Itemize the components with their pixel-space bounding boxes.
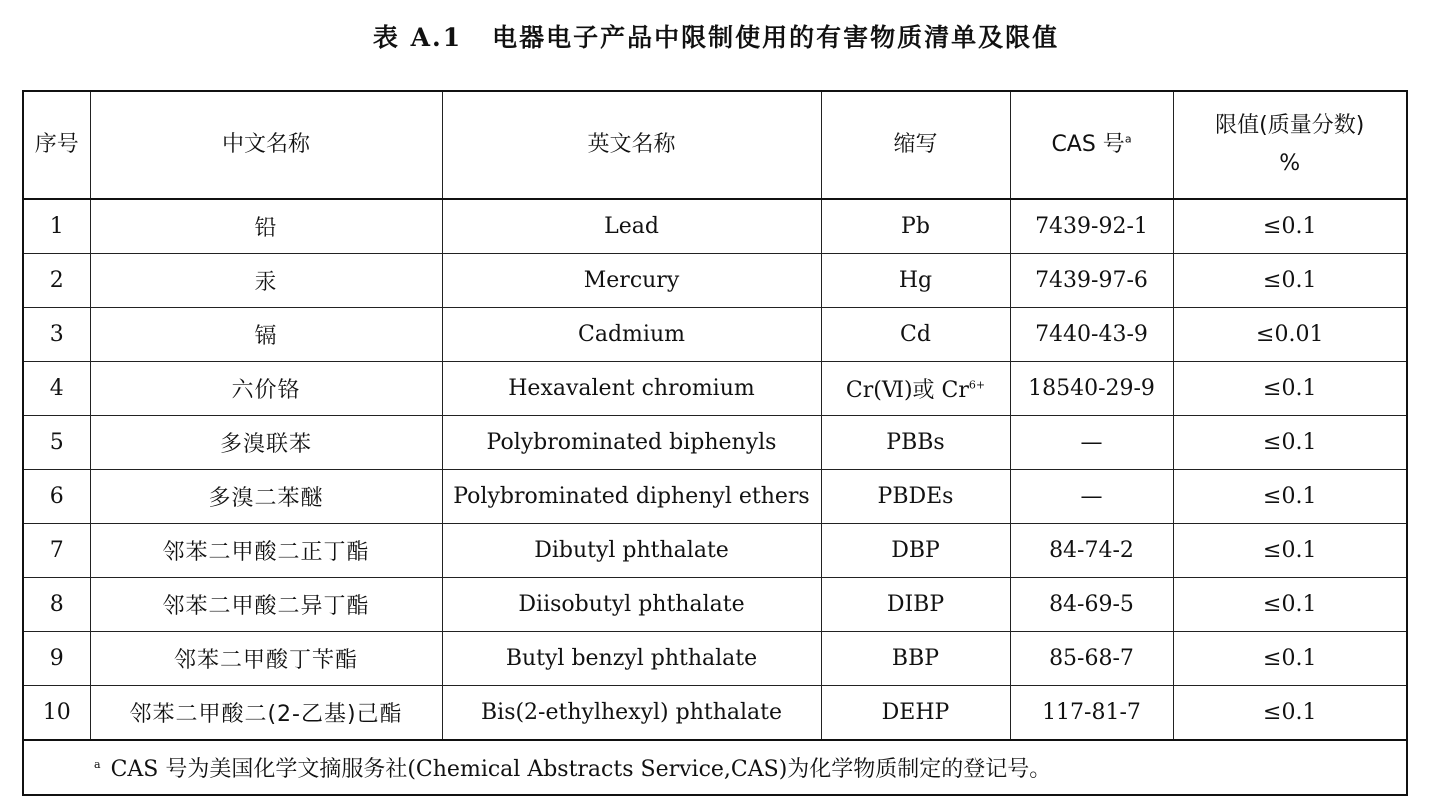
cell-cn-name: 铅 (90, 199, 442, 254)
cell-cas: 85-68-7 (1010, 632, 1173, 686)
substance-limits-table (22, 90, 1408, 796)
cell-seq: 5 (23, 416, 90, 470)
header-cas (1010, 91, 1173, 199)
header-en-name: 英文名称 (442, 91, 821, 199)
cell-abbr: DIBP (821, 578, 1010, 632)
cell-cas: 84-74-2 (1010, 524, 1173, 578)
table-number: 表 A.1 (372, 23, 463, 52)
cell-abbr-superscript: 6+ (968, 378, 986, 392)
table-caption: 电器电子产品中限制使用的有害物质清单及限值 (492, 23, 1060, 52)
table-row (23, 578, 1407, 632)
cell-limit: ≤0.1 (1173, 632, 1407, 686)
cell-seq: 7 (23, 524, 90, 578)
cell-cas: 117-81-7 (1010, 686, 1173, 741)
cell-en-name: Polybrominated biphenyls (442, 416, 821, 470)
cell-seq: 8 (23, 578, 90, 632)
cell-cn-name: 多溴联苯 (90, 416, 442, 470)
cell-cas: 84-69-5 (1010, 578, 1173, 632)
cell-abbr: DBP (821, 524, 1010, 578)
table-row (23, 524, 1407, 578)
cell-en-name: Lead (442, 199, 821, 254)
cell-cn-name: 邻苯二甲酸二(2-乙基)己酯 (90, 686, 442, 741)
table-row (23, 416, 1407, 470)
cell-limit: ≤0.1 (1173, 686, 1407, 741)
cell-cn-name: 多溴二苯醚 (90, 470, 442, 524)
cell-limit: ≤0.01 (1173, 308, 1407, 362)
table-header-row (23, 91, 1407, 199)
cell-abbr: Hg (821, 254, 1010, 308)
table-row (23, 632, 1407, 686)
header-cn-name: 中文名称 (90, 91, 442, 199)
cell-cas: 7439-97-6 (1010, 254, 1173, 308)
cell-en-name: Butyl benzyl phthalate (442, 632, 821, 686)
header-limit-line1: 限值(质量分数) (1215, 113, 1365, 138)
cell-cn-name: 六价铬 (90, 362, 442, 416)
cell-cas: — (1010, 416, 1173, 470)
cell-en-name: Cadmium (442, 308, 821, 362)
cell-abbr: PBDEs (821, 470, 1010, 524)
cell-abbr-text: Cr(Ⅵ)或 Cr (845, 378, 969, 403)
cell-en-name: Hexavalent chromium (442, 362, 821, 416)
cell-en-name: Mercury (442, 254, 821, 308)
cell-cas: 18540-29-9 (1010, 362, 1173, 416)
cell-abbr: Pb (821, 199, 1010, 254)
cell-limit: ≤0.1 (1173, 578, 1407, 632)
cell-cas: 7440-43-9 (1010, 308, 1173, 362)
cell-limit: ≤0.1 (1173, 416, 1407, 470)
header-cas-label: CAS 号 (1051, 132, 1125, 157)
cell-limit: ≤0.1 (1173, 470, 1407, 524)
cell-seq: 1 (23, 199, 90, 254)
cell-seq: 3 (23, 308, 90, 362)
cell-limit: ≤0.1 (1173, 362, 1407, 416)
cell-en-name: Polybrominated diphenyl ethers (442, 470, 821, 524)
cell-abbr: PBBs (821, 416, 1010, 470)
cell-en-name: Diisobutyl phthalate (442, 578, 821, 632)
cell-cn-name: 汞 (90, 254, 442, 308)
table-row (23, 254, 1407, 308)
cell-seq: 6 (23, 470, 90, 524)
header-limit-unit: % (1279, 151, 1301, 176)
header-cas-footnote-mark: a (1124, 132, 1132, 146)
header-limit (1173, 91, 1407, 199)
cell-cn-name: 邻苯二甲酸二异丁酯 (90, 578, 442, 632)
cell-limit: ≤0.1 (1173, 254, 1407, 308)
cell-cas: — (1010, 470, 1173, 524)
cell-cn-name: 镉 (90, 308, 442, 362)
table-title (0, 18, 1432, 54)
cell-seq: 10 (23, 686, 90, 741)
cell-cas: 7439-92-1 (1010, 199, 1173, 254)
footnote-text: CAS 号为美国化学文摘服务社(Chemical Abstracts Service,CAS)为化学物质制定的登记号。 (110, 757, 1052, 782)
table-row (23, 199, 1407, 254)
cell-seq: 9 (23, 632, 90, 686)
cell-seq: 2 (23, 254, 90, 308)
table-row (23, 470, 1407, 524)
table-row (23, 308, 1407, 362)
cell-seq: 4 (23, 362, 90, 416)
cell-cn-name: 邻苯二甲酸丁苄酯 (90, 632, 442, 686)
footnote-row (23, 740, 1407, 795)
cell-limit: ≤0.1 (1173, 199, 1407, 254)
footnote (23, 740, 1407, 795)
cell-cn-name: 邻苯二甲酸二正丁酯 (90, 524, 442, 578)
footnote-mark: a (94, 757, 101, 771)
cell-limit: ≤0.1 (1173, 524, 1407, 578)
cell-abbr: BBP (821, 632, 1010, 686)
cell-abbr: DEHP (821, 686, 1010, 741)
table-row (23, 362, 1407, 416)
cell-abbr: Cd (821, 308, 1010, 362)
header-seq: 序号 (23, 91, 90, 199)
header-abbr: 缩写 (821, 91, 1010, 199)
cell-en-name: Bis(2-ethylhexyl) phthalate (442, 686, 821, 741)
table-row (23, 686, 1407, 741)
cell-abbr (821, 362, 1010, 416)
cell-en-name: Dibutyl phthalate (442, 524, 821, 578)
